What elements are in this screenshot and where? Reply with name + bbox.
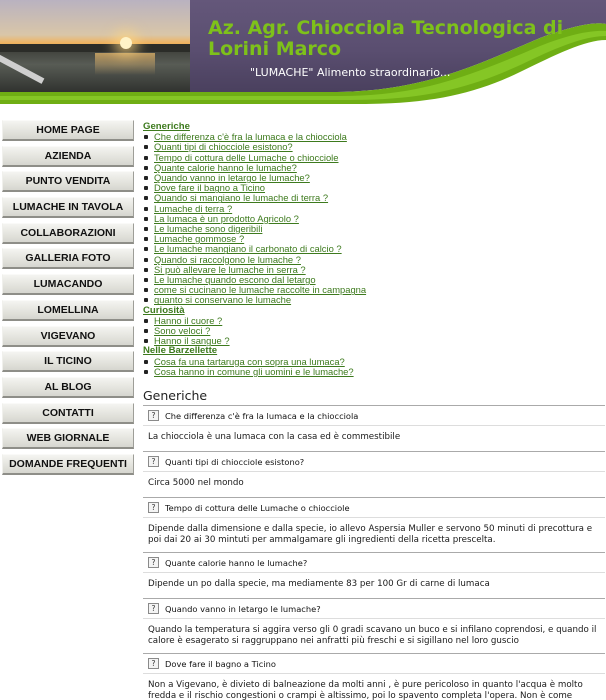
faq-list-barzellette bbox=[143, 357, 605, 377]
faq-link[interactable]: Che differenza c'è fra la lumaca e la chiocciola bbox=[154, 131, 347, 143]
sidebar-nav bbox=[2, 120, 136, 480]
faq-link[interactable]: Hanno il sangue ? bbox=[154, 335, 230, 347]
nav-collaborazioni[interactable]: COLLABORAZIONI bbox=[2, 223, 134, 244]
qa-question bbox=[143, 598, 605, 619]
question-icon: ? bbox=[148, 557, 159, 568]
qa-question-text: Quanti tipi di chiocciole esistono? bbox=[165, 456, 305, 467]
faq-link[interactable]: Le lumache mangiano il carbonato di calcio ? bbox=[154, 243, 342, 255]
qa-question-text: Quando vanno in letargo le lumache? bbox=[165, 603, 321, 614]
faq-link[interactable]: Dove fare il bagno a Ticino bbox=[154, 182, 266, 194]
faq-link[interactable]: Quando si raccolgono le lumache ? bbox=[154, 253, 301, 265]
faq-link[interactable]: Quando vanno in letargo le lumache? bbox=[154, 172, 310, 184]
question-icon: ? bbox=[148, 410, 159, 421]
qa-answer: Circa 5000 nel mondo bbox=[148, 478, 244, 489]
nav-domande-frequenti[interactable]: DOMANDE FREQUENTI bbox=[2, 454, 134, 475]
faq-link[interactable]: Le lumache sono digeribili bbox=[154, 223, 263, 235]
question-icon: ? bbox=[148, 603, 159, 614]
qa-answer: Dipende un po dalla specie, ma mediamente 83 per 100 Gr di carne di lumaca bbox=[148, 579, 490, 590]
faq-list-item bbox=[143, 336, 605, 346]
section-heading-generiche: Generiche bbox=[143, 388, 208, 404]
qa-answer: Dipende dalla dimensione e dalla specie, io allevo Aspersia Muller e servono 50 minuti di precottura e poi dai 20 ai 30 mintuti per ammalgamare gli ingredienti della ricetta prescelta. bbox=[148, 524, 593, 546]
nav-al-blog[interactable]: AL BLOG bbox=[2, 377, 134, 398]
nav-web-giornale[interactable]: WEB GIORNALE bbox=[2, 428, 134, 449]
nav-lomellina[interactable]: LOMELLINA bbox=[2, 300, 134, 321]
question-icon: ? bbox=[148, 658, 159, 669]
faq-link[interactable]: Lumache gommose ? bbox=[154, 233, 245, 245]
faq-link[interactable]: Sono veloci ? bbox=[154, 325, 211, 337]
faq-link[interactable]: Tempo di cottura delle Lumache o chiocciole bbox=[154, 151, 339, 163]
site-slogan: "LUMACHE" Alimento straordinario... bbox=[250, 66, 451, 79]
faq-link[interactable]: Cosa hanno in comune gli uomini e le lumache? bbox=[154, 365, 354, 377]
nav-contatti[interactable]: CONTATTI bbox=[2, 403, 134, 424]
question-icon: ? bbox=[148, 456, 159, 467]
nav-home-page[interactable]: HOME PAGE bbox=[2, 120, 134, 141]
faq-category-barzellette[interactable]: Nelle Barzellette bbox=[143, 345, 218, 357]
qa-list bbox=[143, 405, 605, 700]
faq-link[interactable]: Si può allevare le lumache in serra ? bbox=[154, 263, 306, 275]
qa-question-text: Che differenza c'è fra la lumaca e la chiocciola bbox=[165, 410, 359, 421]
nav-lumacando[interactable]: LUMACANDO bbox=[2, 274, 134, 295]
nav-azienda[interactable]: AZIENDA bbox=[2, 146, 134, 167]
qa-question bbox=[143, 497, 605, 518]
faq-link[interactable]: Quando si mangiano le lumache di terra ? bbox=[154, 192, 329, 204]
nav-lumache-in-tavola[interactable]: LUMACHE IN TAVOLA bbox=[2, 197, 134, 218]
faq-list-item bbox=[143, 295, 605, 305]
qa-answer: Non a Vigevano, è divieto di balneazione da molti anni , è pure pericoloso in quanto l'acqua è molto fredda e il rischio congestioni o crampi è altissimo, poi lo spavento completa l'opera. Non è come bbox=[148, 680, 583, 700]
faq-list-generiche bbox=[143, 132, 605, 305]
faq-list-curiosita bbox=[143, 316, 605, 347]
faq-link[interactable]: Hanno il cuore ? bbox=[154, 314, 223, 326]
faq-link[interactable]: Quanti tipi di chiocciole esistono? bbox=[154, 141, 293, 153]
nav-vigevano[interactable]: VIGEVANO bbox=[2, 326, 134, 347]
faq-list-item bbox=[143, 316, 605, 326]
qa-answer: La chiocciola è una lumaca con la casa ed è commestibile bbox=[148, 432, 401, 443]
faq-link[interactable]: Quante calorie hanno le lumache? bbox=[154, 161, 297, 173]
nav-il-ticino[interactable]: IL TICINO bbox=[2, 351, 134, 372]
faq-link[interactable]: quanto si conservano le lumache bbox=[154, 294, 292, 306]
faq-category-generiche[interactable]: Generiche bbox=[143, 121, 190, 132]
qa-question bbox=[143, 405, 605, 426]
faq-link[interactable]: Cosa fa una tartaruga con sopra una lumaca? bbox=[154, 355, 345, 367]
qa-question-text: Tempo di cottura delle Lumache o chiocciole bbox=[165, 502, 350, 513]
main-content bbox=[143, 122, 605, 700]
nav-punto-vendita[interactable]: PUNTO VENDITA bbox=[2, 171, 134, 192]
faq-list-item bbox=[143, 367, 605, 377]
faq-link[interactable]: Lumache di terra ? bbox=[154, 202, 233, 214]
question-icon: ? bbox=[148, 502, 159, 513]
site-title: Az. Agr. Chiocciola Tecnologica di Lorini Marco bbox=[208, 17, 564, 60]
qa-answer: Quando la temperatura si aggira verso gli 0 gradi scavano un buco e si infilano coprendosi, e quando il calore è esagerato si raggruppano nei anfratti più freschi e si sigillano nel loro guscio bbox=[148, 625, 597, 647]
qa-question bbox=[143, 451, 605, 472]
qa-question bbox=[143, 653, 605, 674]
site-header bbox=[0, 0, 606, 118]
faq-link[interactable]: come si cucinano le lumache raccolte in campagna bbox=[154, 284, 367, 296]
faq-link[interactable]: Le lumache quando escono dal letargo bbox=[154, 274, 316, 286]
faq-category-curiosita[interactable]: Curiosità bbox=[143, 304, 185, 316]
faq-link[interactable]: La lumaca è un prodotto Agricolo ? bbox=[154, 212, 299, 224]
qa-question-text: Quante calorie hanno le lumache? bbox=[165, 557, 308, 568]
faq-index bbox=[143, 122, 605, 377]
qa-question-text: Dove fare il bagno a Ticino bbox=[165, 658, 276, 669]
qa-question bbox=[143, 552, 605, 573]
nav-galleria-foto[interactable]: GALLERIA FOTO bbox=[2, 248, 134, 269]
